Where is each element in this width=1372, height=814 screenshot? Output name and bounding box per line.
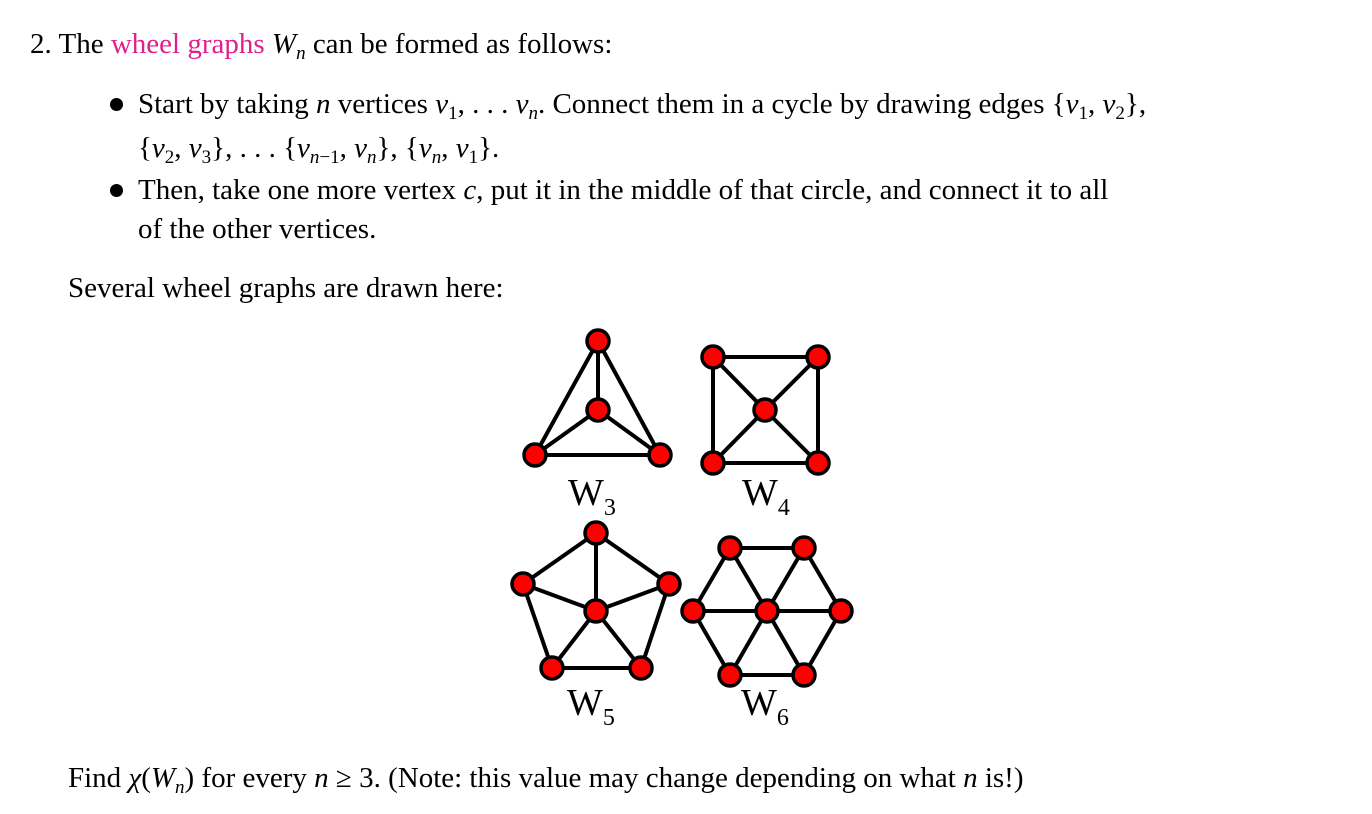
hub-vertex bbox=[756, 600, 778, 622]
rim-vertex bbox=[682, 600, 704, 622]
rim-vertex bbox=[541, 657, 563, 679]
question-text: Find $\chi(W_n)$ for every n ≥ 3. (Note: this value may change depending on what n is!) bbox=[68, 762, 1024, 798]
graph-label: $W_6$ bbox=[741, 682, 789, 731]
bullet-1-line-1-text: Start by taking n vertices $v_1$, . . . $v_n$. Connect them in a cycle by drawing edges {$v_1$, $v_2$}, bbox=[138, 88, 1147, 124]
wheel-graph-w4 bbox=[690, 325, 850, 525]
rim-vertex bbox=[807, 452, 829, 474]
wheel-symbol: $W_n$ bbox=[271, 28, 306, 64]
bullet-2-line-1-text: Then, take one more vertex c, put it in the middle of that circle, and connect it to all bbox=[138, 174, 1109, 206]
cycle-edge bbox=[535, 341, 598, 455]
graph-label: $W_3$ bbox=[568, 472, 616, 521]
problem-number: 2. bbox=[30, 28, 52, 60]
several-text-content: Several wheel graphs are drawn here: bbox=[68, 272, 504, 304]
rim-vertex bbox=[793, 537, 815, 559]
wheel-graphs-term: wheel graphs bbox=[110, 28, 265, 60]
wheel-graph-w6 bbox=[675, 525, 865, 735]
bullet-1-line-2 bbox=[138, 130, 499, 166]
rim-vertex bbox=[587, 330, 609, 352]
graph-label: $W_5$ bbox=[567, 682, 615, 731]
intro-before: The bbox=[58, 28, 104, 60]
intro-after: can be formed as follows: bbox=[312, 28, 613, 60]
several-text bbox=[68, 270, 504, 306]
rim-vertex bbox=[702, 346, 724, 368]
rim-vertex bbox=[793, 664, 815, 686]
cycle-edge bbox=[596, 533, 669, 584]
wheel-graph-w3 bbox=[510, 325, 690, 525]
bullet-1-line-1 bbox=[138, 86, 1146, 122]
cycle-edge bbox=[523, 584, 552, 668]
bullet-dot-2 bbox=[110, 184, 123, 197]
rim-vertex bbox=[719, 537, 741, 559]
cycle-edge bbox=[641, 584, 669, 668]
bullet-2-line-1 bbox=[138, 172, 1108, 208]
question bbox=[68, 760, 1024, 796]
hub-vertex bbox=[585, 600, 607, 622]
graph-label: $W_4$ bbox=[742, 472, 790, 521]
rim-vertex bbox=[702, 452, 724, 474]
hub-vertex bbox=[754, 399, 776, 421]
cycle-edge bbox=[523, 533, 596, 584]
hub-vertex bbox=[587, 399, 609, 421]
bullet-2-line-2-text: of the other vertices. bbox=[138, 213, 377, 245]
rim-vertex bbox=[830, 600, 852, 622]
rim-vertex bbox=[719, 664, 741, 686]
rim-vertex bbox=[649, 444, 671, 466]
bullet-2-line-2 bbox=[138, 211, 376, 247]
bullet-1-line-2-text: {$v_2$, $v_3$}, . . . {$v_{n-1}$, $v_n$}, {$v_n$, $v_1$}. bbox=[138, 132, 500, 168]
wheel-graph-w5 bbox=[505, 515, 685, 735]
problem-header bbox=[30, 26, 612, 62]
cycle-edge bbox=[598, 341, 660, 455]
rim-vertex bbox=[630, 657, 652, 679]
rim-vertex bbox=[807, 346, 829, 368]
rim-vertex bbox=[524, 444, 546, 466]
rim-vertex bbox=[512, 573, 534, 595]
bullet-dot-1 bbox=[110, 98, 123, 111]
rim-vertex bbox=[585, 522, 607, 544]
